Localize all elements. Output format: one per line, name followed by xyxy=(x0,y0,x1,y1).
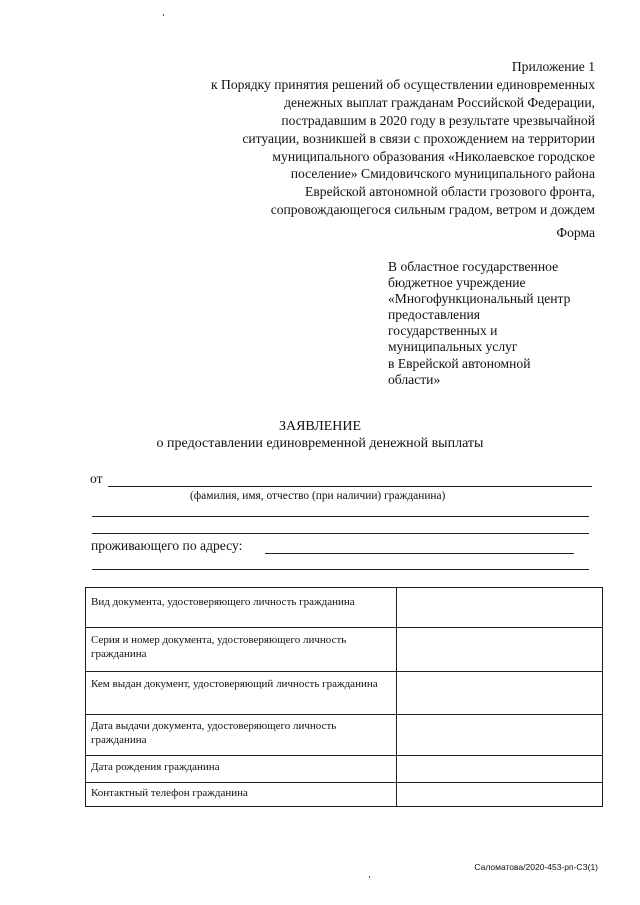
citizen-info-table xyxy=(85,587,603,807)
row-label: Контактный телефон гражданина xyxy=(86,783,397,807)
row-value-cell[interactable] xyxy=(397,715,603,756)
appendix-block xyxy=(115,58,595,219)
row-label: Кем выдан документ, удостоверяющий личность гражданина xyxy=(86,672,397,715)
scan-dot xyxy=(369,876,370,878)
appendix-line: поселение» Смидовичского муниципального района xyxy=(290,166,595,182)
appendix-line: пострадавшим в 2020 году в результате чрезвычайной xyxy=(281,112,595,128)
document-reference: Саломатова/2020-453-рп-СЗ(1) xyxy=(474,862,598,872)
addressee-line: «Многофункциональный центр xyxy=(388,291,571,307)
addressee-line: В областное государственное xyxy=(388,259,559,274)
name-line-continued[interactable] xyxy=(92,516,589,517)
table-row xyxy=(86,672,603,715)
appendix-line: ситуации, возникшей в связи с прохождением на территории xyxy=(242,130,595,146)
appendix-line: к Порядку принятия решений об осуществлении единовременных xyxy=(211,76,595,92)
name-hint: (фамилия, имя, отчество (при наличии) гражданина) xyxy=(190,490,446,502)
addressee-line: предоставления xyxy=(388,307,481,323)
table-row xyxy=(86,715,603,756)
scan-dot xyxy=(163,14,164,16)
row-label: Вид документа, удостоверяющего личность гражданина xyxy=(86,588,397,628)
name-line-continued[interactable] xyxy=(92,533,589,534)
name-line[interactable] xyxy=(108,486,592,487)
table-row xyxy=(86,628,603,672)
table-row xyxy=(86,756,603,783)
row-label: Серия и номер документа, удостоверяющего личность гражданина xyxy=(86,628,397,672)
address-line-continued[interactable] xyxy=(92,569,589,570)
document-subtitle: о предоставлении единовременной денежной выплаты xyxy=(156,436,484,451)
row-value-cell[interactable] xyxy=(397,588,603,628)
addressee-block xyxy=(388,259,608,388)
address-line[interactable] xyxy=(265,553,574,554)
addressee-line: области» xyxy=(388,371,441,387)
addressee-line: муниципальных услуг xyxy=(388,339,518,355)
address-label: проживающего по адресу: xyxy=(91,538,243,553)
row-value-cell[interactable] xyxy=(397,783,603,807)
appendix-line: сопровождающегося сильным градом, ветром и дождем xyxy=(270,202,595,218)
addressee-line: в Еврейской автономной xyxy=(388,355,531,371)
table-row xyxy=(86,588,603,628)
appendix-line: Приложение 1 xyxy=(511,59,595,74)
row-label: Дата выдачи документа, удостоверяющего личность гражданина xyxy=(86,715,397,756)
from-label: от xyxy=(90,471,103,486)
document-title: ЗАЯВЛЕНИЕ xyxy=(278,419,362,434)
appendix-line: муниципального образования «Николаевское городское xyxy=(272,148,595,164)
appendix-line: Еврейской автономной области грозового фронта, xyxy=(305,184,595,200)
addressee-line: государственных и xyxy=(388,323,498,339)
row-value-cell[interactable] xyxy=(397,628,603,672)
appendix-line: денежных выплат гражданам Российской Федерации, xyxy=(284,94,595,110)
form-label: Форма xyxy=(556,225,595,240)
table-row xyxy=(86,783,603,807)
row-value-cell[interactable] xyxy=(397,672,603,715)
row-label: Дата рождения гражданина xyxy=(86,756,397,783)
row-value-cell[interactable] xyxy=(397,756,603,783)
addressee-line: бюджетное учреждение xyxy=(388,275,526,291)
